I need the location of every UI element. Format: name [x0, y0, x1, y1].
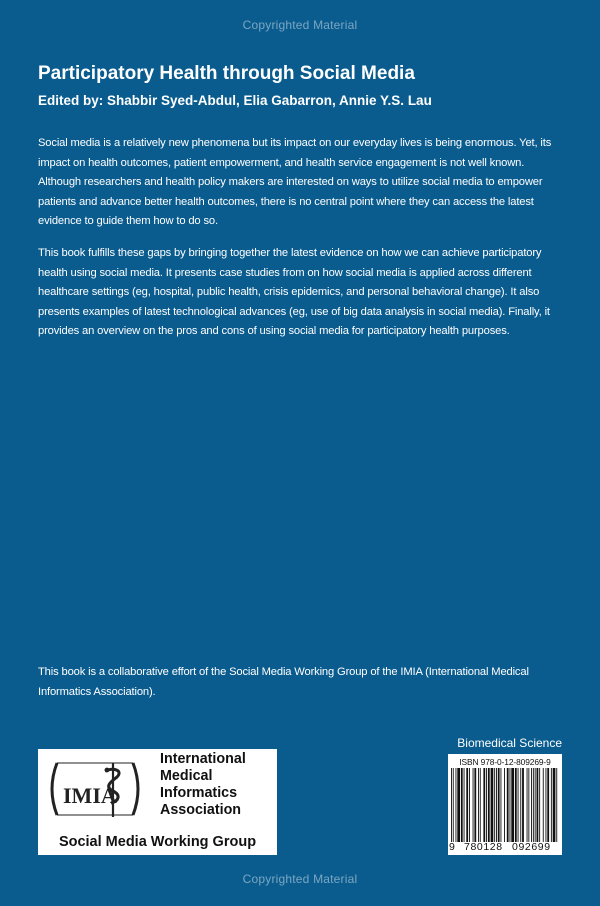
- barcode-first-digit: 9: [449, 841, 455, 853]
- copyright-watermark-bottom: Copyrighted Material: [242, 872, 358, 886]
- isbn-label: ISBN 978-0-12-809269-9: [459, 757, 551, 767]
- logo-org-name: International Medical Informatics Association: [160, 751, 246, 818]
- barcode-right-digits: 092699: [512, 841, 551, 853]
- collaboration-note: This book is a collaborative effort of the Social Media Working Group of the IMIA (International Medical Informatics Association).: [38, 666, 529, 698]
- logo-acronym: IMIA: [63, 783, 117, 808]
- barcode-bars: [451, 768, 559, 842]
- editors-line: Edited by: Shabbir Syed-Abdul, Elia Gabarron, Annie Y.S. Lau: [38, 93, 432, 108]
- imia-logo: [38, 749, 277, 855]
- subject-category: Biomedical Science: [457, 736, 562, 750]
- imia-emblem-icon: [43, 757, 147, 821]
- logo-working-group: Social Media Working Group: [58, 834, 257, 850]
- barcode-left-digits: 780128: [464, 841, 503, 853]
- description-paragraph-1: Social media is a relatively new phenomena but its impact on our everyday lives is being enormous. Yet, its impact on health outcomes, patient empowerment, and health service engagement is not well known. Although researchers and health policy makers are interested on ways to utilize social media to empower patients and advance better health outcomes, there is no central point where they can access the latest evidence to guide them how to do so.: [38, 137, 552, 228]
- copyright-watermark-top: Copyrighted Material: [242, 18, 358, 32]
- isbn-barcode: [448, 754, 562, 855]
- book-title: Participatory Health through Social Media: [38, 63, 415, 84]
- description-paragraph-2: This book fulfills these gaps by bringing together the latest evidence on how we can achieve participatory health using social media. It presents case studies from on how social media is applied across different healthcare settings (eg, hospital, public health, crisis epidemics, and personal behavioral change). It also presents examples of latest technological advances (eg, use of big data analysis in social media). Finally, it provides an overview on the pros and cons of using social media for participatory health purposes.: [38, 247, 550, 338]
